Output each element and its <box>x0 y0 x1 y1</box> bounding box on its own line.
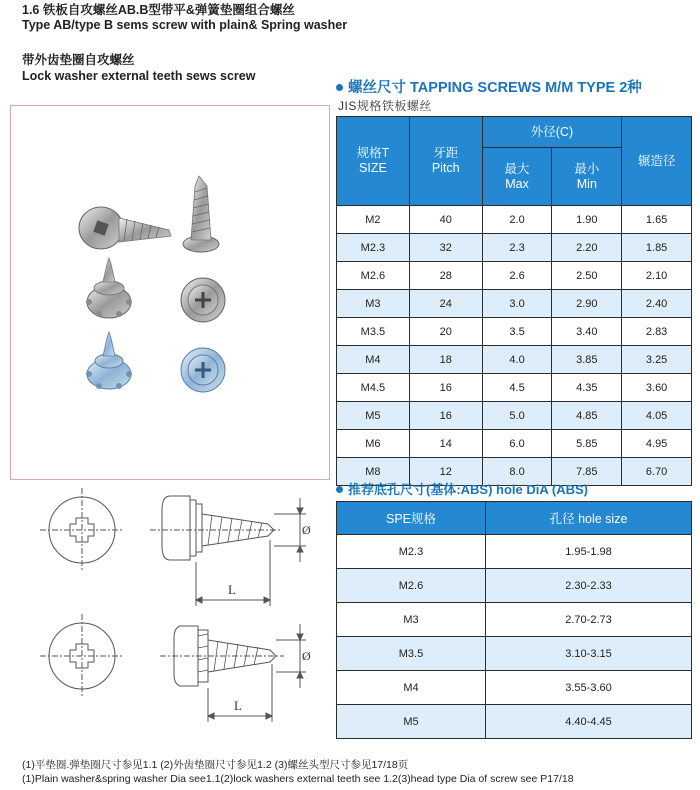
cell-root: 2.10 <box>622 262 692 290</box>
cell-root: 2.40 <box>622 290 692 318</box>
cell-min: 1.90 <box>552 206 622 234</box>
tapping-table <box>336 116 692 486</box>
table-row <box>337 671 692 705</box>
cell-max: 2.0 <box>482 206 552 234</box>
col-pitch-header: 牙距 Pitch <box>409 117 482 206</box>
cell-root: 2.83 <box>622 318 692 346</box>
cell-spec: M4 <box>337 671 486 705</box>
cell-pitch: 18 <box>409 346 482 374</box>
screw-photo-graphic <box>11 106 329 479</box>
cell-min: 2.20 <box>552 234 622 262</box>
cell-size: M3 <box>337 290 410 318</box>
cell-max: 8.0 <box>482 458 552 486</box>
cell-root: 6.70 <box>622 458 692 486</box>
cell-pitch: 14 <box>409 430 482 458</box>
hole-heading-text: 推荐底孔尺寸(基体:ABS) hole DiA (ABS) <box>348 482 589 497</box>
col-root-header: 辗造径 <box>622 117 692 206</box>
cell-size: M4.5 <box>337 374 410 402</box>
cell-min: 5.85 <box>552 430 622 458</box>
drawing-label-l-2: L <box>234 698 242 713</box>
hole-table <box>336 501 692 739</box>
cell-size: M2.6 <box>337 262 410 290</box>
footnote-en: (1)Plain washer&spring washer Dia see1.1(2)lock washers external teeth see 1.2(3)head type Dia of screw see P17/18 <box>22 773 574 785</box>
col-min-header: 最小 Min <box>552 148 622 206</box>
cell-spec: M2.6 <box>337 569 486 603</box>
cell-max: 2.3 <box>482 234 552 262</box>
screw-image-5 <box>86 332 132 389</box>
footnote-cn: (1)平垫圈.弹垫圈尺寸参见1.1 (2)外齿垫圈尺寸参见1.2 (3)螺丝头型尺寸参见17/18页 <box>22 759 409 771</box>
table-row <box>337 535 692 569</box>
product-photo <box>10 105 330 480</box>
cell-hole: 3.10-3.15 <box>486 637 692 671</box>
title-en: Type AB/type B sems screw with plain& Spring washer <box>22 18 348 32</box>
cell-min: 2.90 <box>552 290 622 318</box>
cell-pitch: 24 <box>409 290 482 318</box>
tapping-heading <box>336 76 642 97</box>
cell-root: 3.60 <box>622 374 692 402</box>
screw-image-3 <box>86 258 132 318</box>
cell-hole: 1.95-1.98 <box>486 535 692 569</box>
cell-hole: 2.70-2.73 <box>486 603 692 637</box>
cell-max: 4.0 <box>482 346 552 374</box>
table-row <box>337 318 692 346</box>
cell-spec: M2.3 <box>337 535 486 569</box>
cell-max: 3.0 <box>482 290 552 318</box>
col-outer-header: 外径(C) <box>482 117 622 148</box>
cell-min: 2.50 <box>552 262 622 290</box>
drawing-label-dia-2: Ø <box>302 649 311 663</box>
title-cn: 1.6 铁板自攻螺丝AB.B型带平&弹簧垫圈组合螺丝 <box>22 3 295 17</box>
cell-size: M2.3 <box>337 234 410 262</box>
cell-root: 3.25 <box>622 346 692 374</box>
table-row <box>337 234 692 262</box>
drawing-top-view-1 <box>40 488 124 572</box>
cell-spec: M3.5 <box>337 637 486 671</box>
table-row <box>337 290 692 318</box>
cell-size: M8 <box>337 458 410 486</box>
bullet-icon <box>336 84 343 91</box>
cell-spec: M3 <box>337 603 486 637</box>
cell-max: 6.0 <box>482 430 552 458</box>
technical-drawing <box>20 488 320 732</box>
tapping-subheading: JIS规格铁板螺丝 <box>338 99 432 113</box>
tapping-heading-text: 螺丝尺寸 TAPPING SCREWS M/M TYPE 2种 <box>348 80 642 96</box>
cell-size: M5 <box>337 402 410 430</box>
cell-pitch: 32 <box>409 234 482 262</box>
table-row <box>337 603 692 637</box>
table-row <box>337 705 692 739</box>
cell-max: 4.5 <box>482 374 552 402</box>
table-row <box>337 430 692 458</box>
col-hole-header: 孔径 hole size <box>486 502 692 535</box>
cell-hole: 4.40-4.45 <box>486 705 692 739</box>
cell-size: M6 <box>337 430 410 458</box>
cell-hole: 3.55-3.60 <box>486 671 692 705</box>
cell-min: 4.35 <box>552 374 622 402</box>
cell-pitch: 20 <box>409 318 482 346</box>
cell-max: 3.5 <box>482 318 552 346</box>
cell-min: 7.85 <box>552 458 622 486</box>
drawing-side-view-2 <box>160 624 306 722</box>
screw-image-6 <box>181 348 225 392</box>
drawing-label-dia-1: Ø <box>302 523 311 537</box>
cell-root: 1.65 <box>622 206 692 234</box>
cell-pitch: 40 <box>409 206 482 234</box>
col-max-header: 最大 Max <box>482 148 552 206</box>
cell-pitch: 28 <box>409 262 482 290</box>
cell-pitch: 16 <box>409 374 482 402</box>
table-row <box>337 374 692 402</box>
cell-size: M3.5 <box>337 318 410 346</box>
cell-spec: M5 <box>337 705 486 739</box>
cell-max: 5.0 <box>482 402 552 430</box>
screw-image-2 <box>183 176 219 252</box>
subtitle-cn: 带外齿垫圈自攻螺丝 <box>22 53 135 67</box>
hole-heading <box>336 479 588 498</box>
cell-root: 4.05 <box>622 402 692 430</box>
table-row <box>337 569 692 603</box>
screw-image-4 <box>181 278 225 322</box>
table-row <box>337 206 692 234</box>
drawing-label-l-1: L <box>228 582 236 597</box>
table-row <box>337 402 692 430</box>
cell-size: M2 <box>337 206 410 234</box>
cell-pitch: 16 <box>409 402 482 430</box>
cell-hole: 2.30-2.33 <box>486 569 692 603</box>
screw-image-1 <box>79 207 171 249</box>
table-row <box>337 262 692 290</box>
table-row <box>337 637 692 671</box>
cell-max: 2.6 <box>482 262 552 290</box>
cell-size: M4 <box>337 346 410 374</box>
cell-root: 1.85 <box>622 234 692 262</box>
subtitle-en: Lock washer external teeth sews screw <box>22 69 256 83</box>
cell-root: 4.95 <box>622 430 692 458</box>
cell-min: 3.40 <box>552 318 622 346</box>
cell-min: 4.85 <box>552 402 622 430</box>
cell-min: 3.85 <box>552 346 622 374</box>
cell-pitch: 12 <box>409 458 482 486</box>
drawing-top-view-2 <box>40 614 124 698</box>
col-spec-header: SPE规格 <box>337 502 486 535</box>
table-row <box>337 346 692 374</box>
bullet-icon <box>336 486 343 493</box>
col-size-header: 规格T SIZE <box>337 117 410 206</box>
